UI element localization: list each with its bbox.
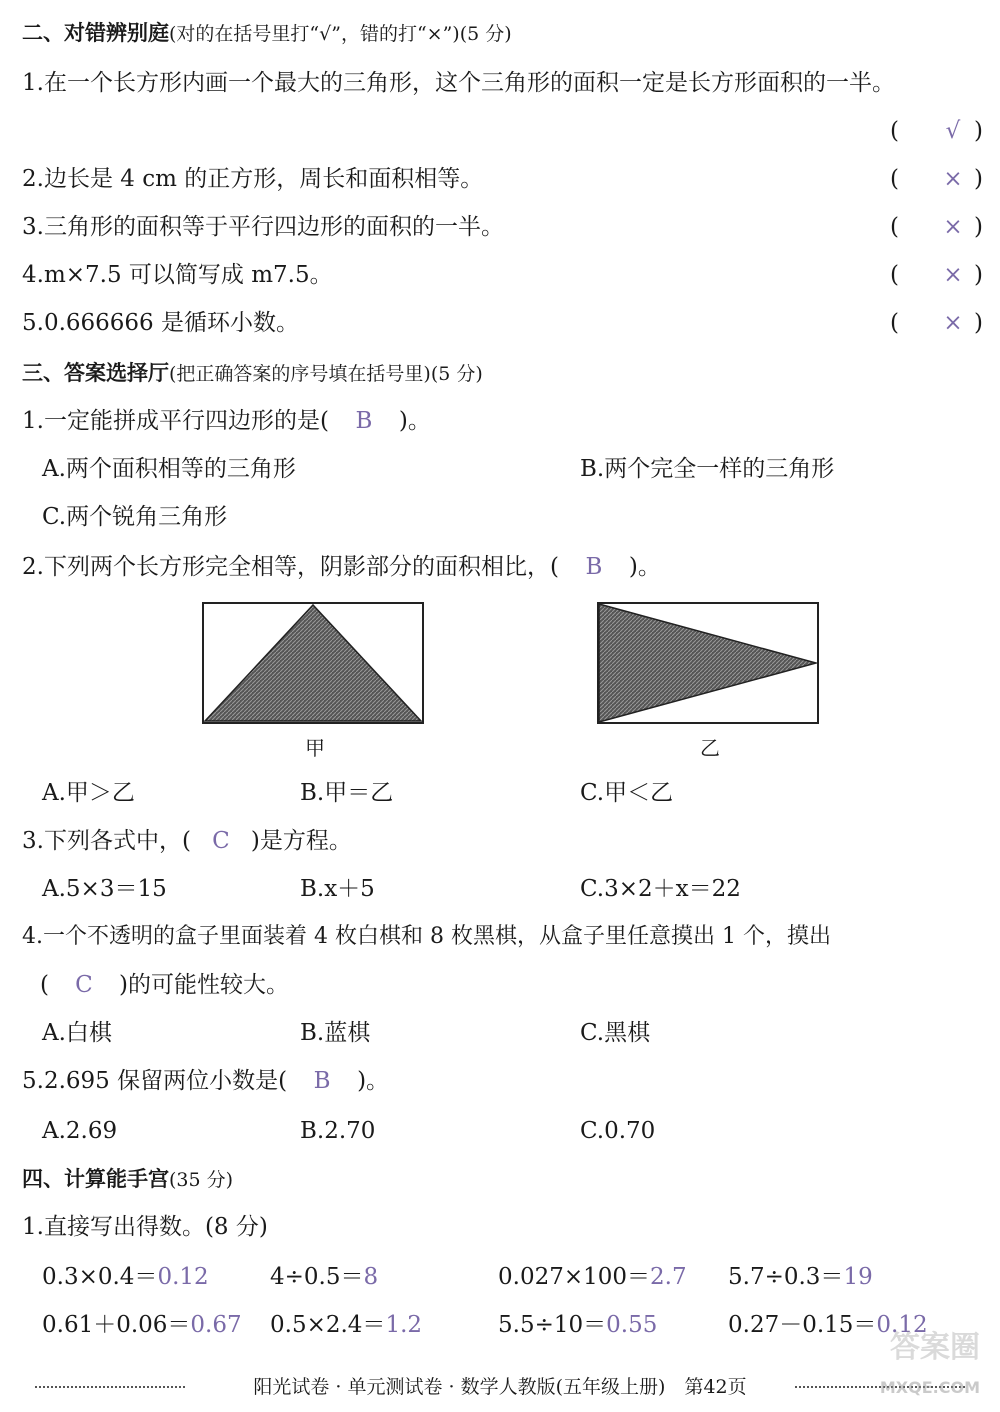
section-note: (把正确答案的序号填在括号里)(5 分)	[169, 363, 483, 385]
footer-text: 阳光试卷 · 单元测试卷 · 数学人教版(五年级上册) 第42页	[253, 1376, 747, 1398]
calc-expression: 0.3×0.4＝	[42, 1264, 158, 1290]
section-title: 三、答案选择厅	[22, 361, 169, 385]
option-b: B.2.70	[300, 1118, 376, 1144]
question-text-end: )。	[357, 1068, 390, 1094]
calc-answer: 0.67	[190, 1312, 242, 1338]
tf-answer-mark: ×	[943, 214, 963, 240]
tf-question-1: 1.在一个长方形内画一个最大的三角形，这个三角形的面积一定是长方形面积的一半。	[22, 70, 895, 96]
tf-question-5: 5.0.666666 是循环小数。	[22, 310, 299, 336]
answer-letter: B	[585, 554, 603, 580]
calc-item	[270, 1310, 422, 1340]
tf-answer-mark: ×	[943, 166, 963, 192]
calc-answer: 0.12	[157, 1264, 209, 1290]
tf-question-4: 4.m×7.5 可以简写成 m7.5。	[22, 262, 333, 288]
question-text: 3.下列各式中，(	[22, 828, 191, 854]
calc-expression: 0.5×2.4＝	[270, 1312, 386, 1338]
tf-answer-mark: ×	[943, 262, 963, 288]
mc-question-4-line1: 4.一个不透明的盒子里面装着 4 枚白棋和 8 枚黑棋，从盒子里任意摸出 1 个，摸出	[22, 924, 831, 949]
watermark-url: MXQE.COM	[879, 1378, 980, 1397]
figure-jia	[203, 603, 423, 723]
calc-question-1-title: 1.直接写出得数。(8 分)	[22, 1214, 268, 1240]
option-b: B.两个完全一样的三角形	[580, 456, 835, 482]
calc-item	[498, 1262, 687, 1292]
answer-letter: C	[75, 972, 93, 998]
watermark-logo: 答案圈	[890, 1330, 980, 1365]
answer-letter: C	[212, 828, 230, 854]
mc-question-5	[22, 1066, 389, 1096]
tf-answer-mark: ×	[943, 310, 963, 336]
question-text-end: )。	[628, 554, 661, 580]
question-text-end: )。	[398, 408, 431, 434]
option-c: C.3×2＋x＝22	[580, 876, 741, 902]
option-b: B.甲＝乙	[300, 780, 394, 806]
mc-question-3	[22, 826, 352, 856]
tf-question-2: 2.边长是 4 cm 的正方形，周长和面积相等。	[22, 166, 484, 192]
calc-item	[270, 1262, 378, 1292]
question-text: 2.下列两个长方形完全相等，阴影部分的面积相比，(	[22, 554, 559, 580]
option-c: C.黑棋	[580, 1020, 651, 1046]
calc-item	[498, 1310, 657, 1340]
mc-question-4-line2	[40, 970, 289, 1000]
option-c: C.甲＜乙	[580, 780, 674, 806]
figure-label-yi: 乙	[700, 736, 720, 760]
calc-expression: 0.61＋0.06＝	[42, 1312, 191, 1338]
calc-answer: 0.12	[876, 1312, 928, 1338]
answer-letter: B	[313, 1068, 331, 1094]
question-text: 1.一定能拼成平行四边形的是(	[22, 408, 329, 434]
calc-answer: 1.2	[385, 1312, 423, 1338]
tf-answer-mark: √	[945, 118, 961, 144]
question-text: (	[40, 972, 49, 998]
calc-expression: 5.7÷0.3＝	[728, 1264, 844, 1290]
calc-item	[42, 1310, 242, 1340]
question-text-end: )的可能性较大。	[118, 972, 289, 998]
tf-question-3: 3.三角形的面积等于平行四边形的面积的一半。	[22, 214, 504, 240]
calc-answer: 0.55	[606, 1312, 658, 1338]
calc-expression: 5.5÷10＝	[498, 1312, 607, 1338]
option-a: A.5×3＝15	[42, 876, 167, 902]
section-note: (对的在括号里打“√”，错的打“×”)(5 分)	[169, 23, 512, 45]
calc-expression: 0.27－0.15＝	[728, 1312, 877, 1338]
section-title: 四、计算能手宫	[22, 1167, 169, 1191]
section-title: 二、对错辨别庭	[22, 21, 169, 45]
option-c: C.两个锐角三角形	[42, 504, 228, 530]
tf-answer-3: ( × )	[890, 214, 983, 240]
option-a: A.2.69	[42, 1118, 118, 1144]
question-text-end: )是方程。	[250, 828, 352, 854]
calc-item	[42, 1262, 209, 1292]
calc-answer: 19	[843, 1264, 873, 1290]
calc-answer: 8	[363, 1264, 379, 1290]
option-b: B.蓝棋	[300, 1020, 371, 1046]
tf-answer-5: ( × )	[890, 310, 983, 336]
tf-answer-1: ( √ )	[890, 118, 983, 144]
page-footer	[0, 1372, 1000, 1402]
figure-label-jia: 甲	[305, 736, 325, 760]
option-a: A.甲＞乙	[42, 780, 135, 806]
section-note: (35 分)	[169, 1169, 234, 1191]
option-b: B.x＋5	[300, 876, 375, 902]
option-a: A.两个面积相等的三角形	[42, 456, 296, 482]
calc-item	[728, 1262, 873, 1292]
tf-answer-2: ( × )	[890, 166, 983, 192]
tf-answer-4: ( × )	[890, 262, 983, 288]
calc-expression: 0.027×100＝	[498, 1264, 651, 1290]
section-4-heading	[22, 1164, 233, 1195]
question-text: 5.2.695 保留两位小数是(	[22, 1068, 288, 1094]
calc-answer: 2.7	[650, 1264, 687, 1290]
option-c: C.0.70	[580, 1118, 656, 1144]
calc-expression: 4÷0.5＝	[270, 1264, 364, 1290]
option-a: A.白棋	[42, 1020, 112, 1046]
footer-dots-left	[35, 1386, 185, 1388]
answer-letter: B	[355, 408, 373, 434]
figure-yi	[598, 603, 818, 723]
